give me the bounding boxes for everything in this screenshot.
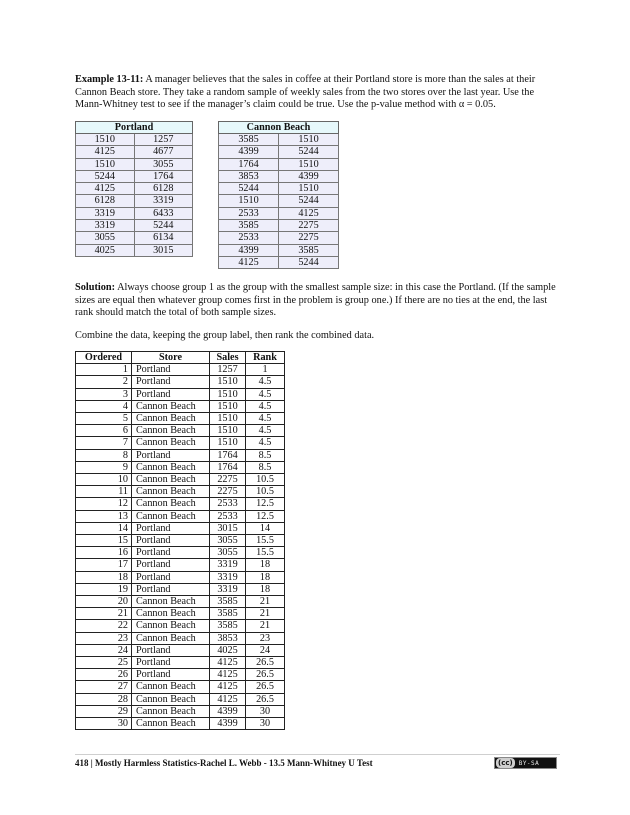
combine-instruction: Combine the data, keeping the group label, then rank the combined data. (75, 330, 375, 341)
ordered-cell: 18 (76, 571, 132, 583)
sales-value-cell: 3585 (219, 220, 279, 232)
sales-cell: 3853 (210, 632, 246, 644)
col-header-ordered: Ordered (76, 352, 132, 364)
store-cell: Cannon Beach (132, 510, 210, 522)
sales-cell: 1510 (210, 413, 246, 425)
ordered-cell: 16 (76, 547, 132, 559)
table-row (76, 644, 285, 656)
table-row (219, 134, 339, 146)
sales-value-cell: 5244 (76, 170, 135, 182)
sales-value-cell: 1764 (219, 158, 279, 170)
sales-value-cell: 1764 (134, 170, 193, 182)
table-row (76, 669, 285, 681)
store-cell: Cannon Beach (132, 718, 210, 730)
sales-value-cell: 3585 (279, 244, 339, 256)
store-cell: Cannon Beach (132, 413, 210, 425)
store-cell: Cannon Beach (132, 400, 210, 412)
table-row (76, 657, 285, 669)
ranked-data-table (75, 351, 285, 730)
store-cell: Cannon Beach (132, 693, 210, 705)
ordered-cell: 20 (76, 596, 132, 608)
ordered-cell: 4 (76, 400, 132, 412)
table-row (76, 608, 285, 620)
ordered-cell: 8 (76, 449, 132, 461)
ordered-cell: 11 (76, 486, 132, 498)
rank-cell: 12.5 (246, 498, 285, 510)
table-row (219, 232, 339, 244)
sales-cell: 1510 (210, 388, 246, 400)
sales-value-cell: 3585 (219, 134, 279, 146)
table-row (76, 632, 285, 644)
sales-value-cell: 4125 (219, 256, 279, 268)
table-row (76, 498, 285, 510)
ordered-cell: 12 (76, 498, 132, 510)
sales-cell: 2533 (210, 498, 246, 510)
store-cell: Portland (132, 571, 210, 583)
store-cell: Portland (132, 522, 210, 534)
example-text: A manager believes that the sales in coffee at their Portland store is more than the sales at their Cannon Beach store. They take a random sample of weekly sales from the two stores over the last year. Use the Mann-Whitney test to see if the manager’s claim could be true. Use the p-value method with α = 0.05. (75, 74, 536, 111)
sales-cell: 1510 (210, 437, 246, 449)
col-header-rank: Rank (246, 352, 285, 364)
table-row (76, 134, 193, 146)
table-row (76, 583, 285, 595)
table-row (76, 437, 285, 449)
store-cell: Portland (132, 535, 210, 547)
rank-cell: 8.5 (246, 461, 285, 473)
store-cell: Portland (132, 388, 210, 400)
store-cell: Portland (132, 547, 210, 559)
table-row (76, 559, 285, 571)
sales-cell: 3055 (210, 547, 246, 559)
table-row (76, 232, 193, 244)
rank-cell: 14 (246, 522, 285, 534)
sales-value-cell: 1510 (219, 195, 279, 207)
col-header-store: Store (132, 352, 210, 364)
table-row (76, 620, 285, 632)
table-row (76, 461, 285, 473)
table-row (76, 376, 285, 388)
table-row (76, 693, 285, 705)
sales-value-cell: 4677 (134, 146, 193, 158)
sales-cell: 2275 (210, 474, 246, 486)
sales-value-cell: 4125 (76, 146, 135, 158)
sales-value-cell: 5244 (219, 183, 279, 195)
table-row (76, 449, 285, 461)
sales-cell: 4399 (210, 705, 246, 717)
store-cell: Portland (132, 583, 210, 595)
table-row (76, 681, 285, 693)
store-cell: Cannon Beach (132, 620, 210, 632)
sales-cell: 2275 (210, 486, 246, 498)
rank-cell: 12.5 (246, 510, 285, 522)
table-row (76, 705, 285, 717)
ordered-cell: 22 (76, 620, 132, 632)
sales-value-cell: 4125 (76, 183, 135, 195)
rank-cell: 10.5 (246, 474, 285, 486)
table-row (76, 195, 193, 207)
sales-value-cell: 3055 (134, 158, 193, 170)
table-row (76, 244, 193, 256)
ordered-cell: 2 (76, 376, 132, 388)
sales-cell: 4125 (210, 693, 246, 705)
store-cell: Cannon Beach (132, 632, 210, 644)
rank-cell: 1 (246, 364, 285, 376)
sales-value-cell: 1510 (279, 183, 339, 195)
sales-value-cell: 5244 (279, 146, 339, 158)
rank-cell: 30 (246, 718, 285, 730)
portland-header: Portland (76, 122, 193, 134)
sales-cell: 3015 (210, 522, 246, 534)
rank-cell: 4.5 (246, 388, 285, 400)
solution-label: Solution: (75, 282, 116, 293)
sales-value-cell: 3015 (134, 244, 193, 256)
ordered-cell: 15 (76, 535, 132, 547)
ordered-cell: 29 (76, 705, 132, 717)
table-row (76, 158, 193, 170)
rank-cell: 4.5 (246, 400, 285, 412)
table-row (76, 547, 285, 559)
rank-cell: 18 (246, 583, 285, 595)
store-cell: Cannon Beach (132, 461, 210, 473)
sales-cell: 3585 (210, 620, 246, 632)
rank-cell: 26.5 (246, 669, 285, 681)
table-row (76, 388, 285, 400)
ordered-cell: 26 (76, 669, 132, 681)
ordered-cell: 27 (76, 681, 132, 693)
store-cell: Cannon Beach (132, 474, 210, 486)
footer-text: 418 | Mostly Harmless Statistics-Rachel L. Webb - 13.5 Mann-Whitney U Test (75, 758, 373, 768)
table-row (76, 170, 193, 182)
store-cell: Portland (132, 669, 210, 681)
table-row (76, 413, 285, 425)
store-cell: Cannon Beach (132, 425, 210, 437)
ordered-cell: 3 (76, 388, 132, 400)
table-row (76, 207, 193, 219)
table-row (76, 596, 285, 608)
creative-commons-icon: (cc) (498, 759, 513, 767)
table-row (76, 146, 193, 158)
sales-value-cell: 6433 (134, 207, 193, 219)
rank-cell: 23 (246, 632, 285, 644)
rank-cell: 26.5 (246, 693, 285, 705)
rank-cell: 4.5 (246, 425, 285, 437)
table-row (76, 535, 285, 547)
sales-cell: 3319 (210, 559, 246, 571)
sales-value-cell: 5244 (134, 220, 193, 232)
cc-by-sa-license-badge[interactable] (494, 757, 557, 769)
table-row (76, 425, 285, 437)
table-row (219, 256, 339, 268)
sales-cell: 3585 (210, 608, 246, 620)
ordered-cell: 1 (76, 364, 132, 376)
sales-value-cell: 1510 (76, 134, 135, 146)
rank-cell: 4.5 (246, 437, 285, 449)
sales-value-cell: 2275 (279, 232, 339, 244)
cannon-beach-header: Cannon Beach (219, 122, 339, 134)
example-paragraph (75, 74, 560, 112)
sales-value-cell: 1257 (134, 134, 193, 146)
sales-value-cell: 2533 (219, 232, 279, 244)
table-row (76, 474, 285, 486)
sales-cell: 3055 (210, 535, 246, 547)
table-row (76, 510, 285, 522)
rank-cell: 21 (246, 608, 285, 620)
sales-cell: 3319 (210, 583, 246, 595)
ordered-cell: 30 (76, 718, 132, 730)
sales-value-cell: 3319 (134, 195, 193, 207)
table-row (219, 220, 339, 232)
sales-cell: 4125 (210, 669, 246, 681)
example-label: Example 13-11: (75, 74, 144, 85)
ordered-cell: 14 (76, 522, 132, 534)
rank-cell: 30 (246, 705, 285, 717)
sales-cell: 3319 (210, 571, 246, 583)
table-row (76, 486, 285, 498)
ordered-cell: 9 (76, 461, 132, 473)
sales-value-cell: 4399 (219, 244, 279, 256)
rank-cell: 18 (246, 559, 285, 571)
store-cell: Portland (132, 376, 210, 388)
sales-value-cell: 1510 (279, 158, 339, 170)
ordered-cell: 24 (76, 644, 132, 656)
store-cell: Cannon Beach (132, 596, 210, 608)
sales-value-cell: 1510 (279, 134, 339, 146)
store-cell: Portland (132, 657, 210, 669)
store-cell: Portland (132, 364, 210, 376)
rank-cell: 21 (246, 596, 285, 608)
rank-cell: 10.5 (246, 486, 285, 498)
table-row (76, 718, 285, 730)
rank-cell: 24 (246, 644, 285, 656)
sales-value-cell: 4125 (279, 207, 339, 219)
sales-cell: 4025 (210, 644, 246, 656)
rank-cell: 4.5 (246, 413, 285, 425)
sales-value-cell: 3319 (76, 207, 135, 219)
table-row (219, 146, 339, 158)
ordered-cell: 28 (76, 693, 132, 705)
sales-value-cell: 6128 (76, 195, 135, 207)
sales-cell: 2533 (210, 510, 246, 522)
rank-cell: 26.5 (246, 681, 285, 693)
sales-value-cell: 6128 (134, 183, 193, 195)
sales-value-cell: 6134 (134, 232, 193, 244)
sales-value-cell: 4399 (279, 170, 339, 182)
ordered-cell: 19 (76, 583, 132, 595)
col-header-sales: Sales (210, 352, 246, 364)
table-row (76, 400, 285, 412)
store-cell: Portland (132, 644, 210, 656)
sales-cell: 1764 (210, 461, 246, 473)
sales-value-cell: 4399 (219, 146, 279, 158)
sales-value-cell: 1510 (76, 158, 135, 170)
sales-value-cell: 2533 (219, 207, 279, 219)
solution-text: Always choose group 1 as the group with the smallest sample size: in this case the Portland. (If the sample sizes are equal then whatever group comes first in the problem is group one.) If there are no ties at the end, the last rank should match the total of both sample sizes. (75, 282, 556, 319)
table-row (219, 170, 339, 182)
sales-cell: 1510 (210, 400, 246, 412)
sales-value-cell: 4025 (76, 244, 135, 256)
table-row (76, 220, 193, 232)
table-row (76, 522, 285, 534)
ordered-cell: 17 (76, 559, 132, 571)
sales-cell: 1510 (210, 425, 246, 437)
ordered-cell: 25 (76, 657, 132, 669)
rank-cell: 26.5 (246, 657, 285, 669)
table-row (219, 207, 339, 219)
sales-value-cell: 5244 (279, 256, 339, 268)
sales-cell: 4125 (210, 681, 246, 693)
sales-value-cell: 2275 (279, 220, 339, 232)
ordered-cell: 5 (76, 413, 132, 425)
table-row (76, 571, 285, 583)
store-cell: Cannon Beach (132, 437, 210, 449)
rank-cell: 18 (246, 571, 285, 583)
cannon-beach-table (218, 121, 339, 269)
sales-cell: 1764 (210, 449, 246, 461)
ordered-cell: 13 (76, 510, 132, 522)
table-row (219, 158, 339, 170)
ordered-cell: 7 (76, 437, 132, 449)
store-cell: Portland (132, 449, 210, 461)
store-cell: Cannon Beach (132, 486, 210, 498)
rank-cell: 15.5 (246, 547, 285, 559)
sales-value-cell: 3319 (76, 220, 135, 232)
sales-value-cell: 5244 (279, 195, 339, 207)
rank-cell: 15.5 (246, 535, 285, 547)
sales-value-cell: 3055 (76, 232, 135, 244)
store-cell: Cannon Beach (132, 498, 210, 510)
sales-cell: 1257 (210, 364, 246, 376)
rank-cell: 8.5 (246, 449, 285, 461)
footer-divider (75, 754, 560, 755)
store-cell: Cannon Beach (132, 608, 210, 620)
sales-cell: 3585 (210, 596, 246, 608)
portland-table (75, 121, 193, 257)
table-row (76, 183, 193, 195)
table-row (219, 195, 339, 207)
store-cell: Portland (132, 559, 210, 571)
rank-cell: 21 (246, 620, 285, 632)
table-row (219, 244, 339, 256)
store-cell: Cannon Beach (132, 705, 210, 717)
sales-cell: 4125 (210, 657, 246, 669)
table-row (219, 183, 339, 195)
ordered-cell: 23 (76, 632, 132, 644)
ordered-cell: 6 (76, 425, 132, 437)
sales-cell: 1510 (210, 376, 246, 388)
rank-cell: 4.5 (246, 376, 285, 388)
table-row (76, 364, 285, 376)
ordered-cell: 21 (76, 608, 132, 620)
store-cell: Cannon Beach (132, 681, 210, 693)
sales-cell: 4399 (210, 718, 246, 730)
solution-paragraph (75, 282, 560, 320)
page-content (75, 74, 560, 730)
license-text: BY-SA (518, 759, 540, 767)
ordered-cell: 10 (76, 474, 132, 486)
sales-value-cell: 3853 (219, 170, 279, 182)
